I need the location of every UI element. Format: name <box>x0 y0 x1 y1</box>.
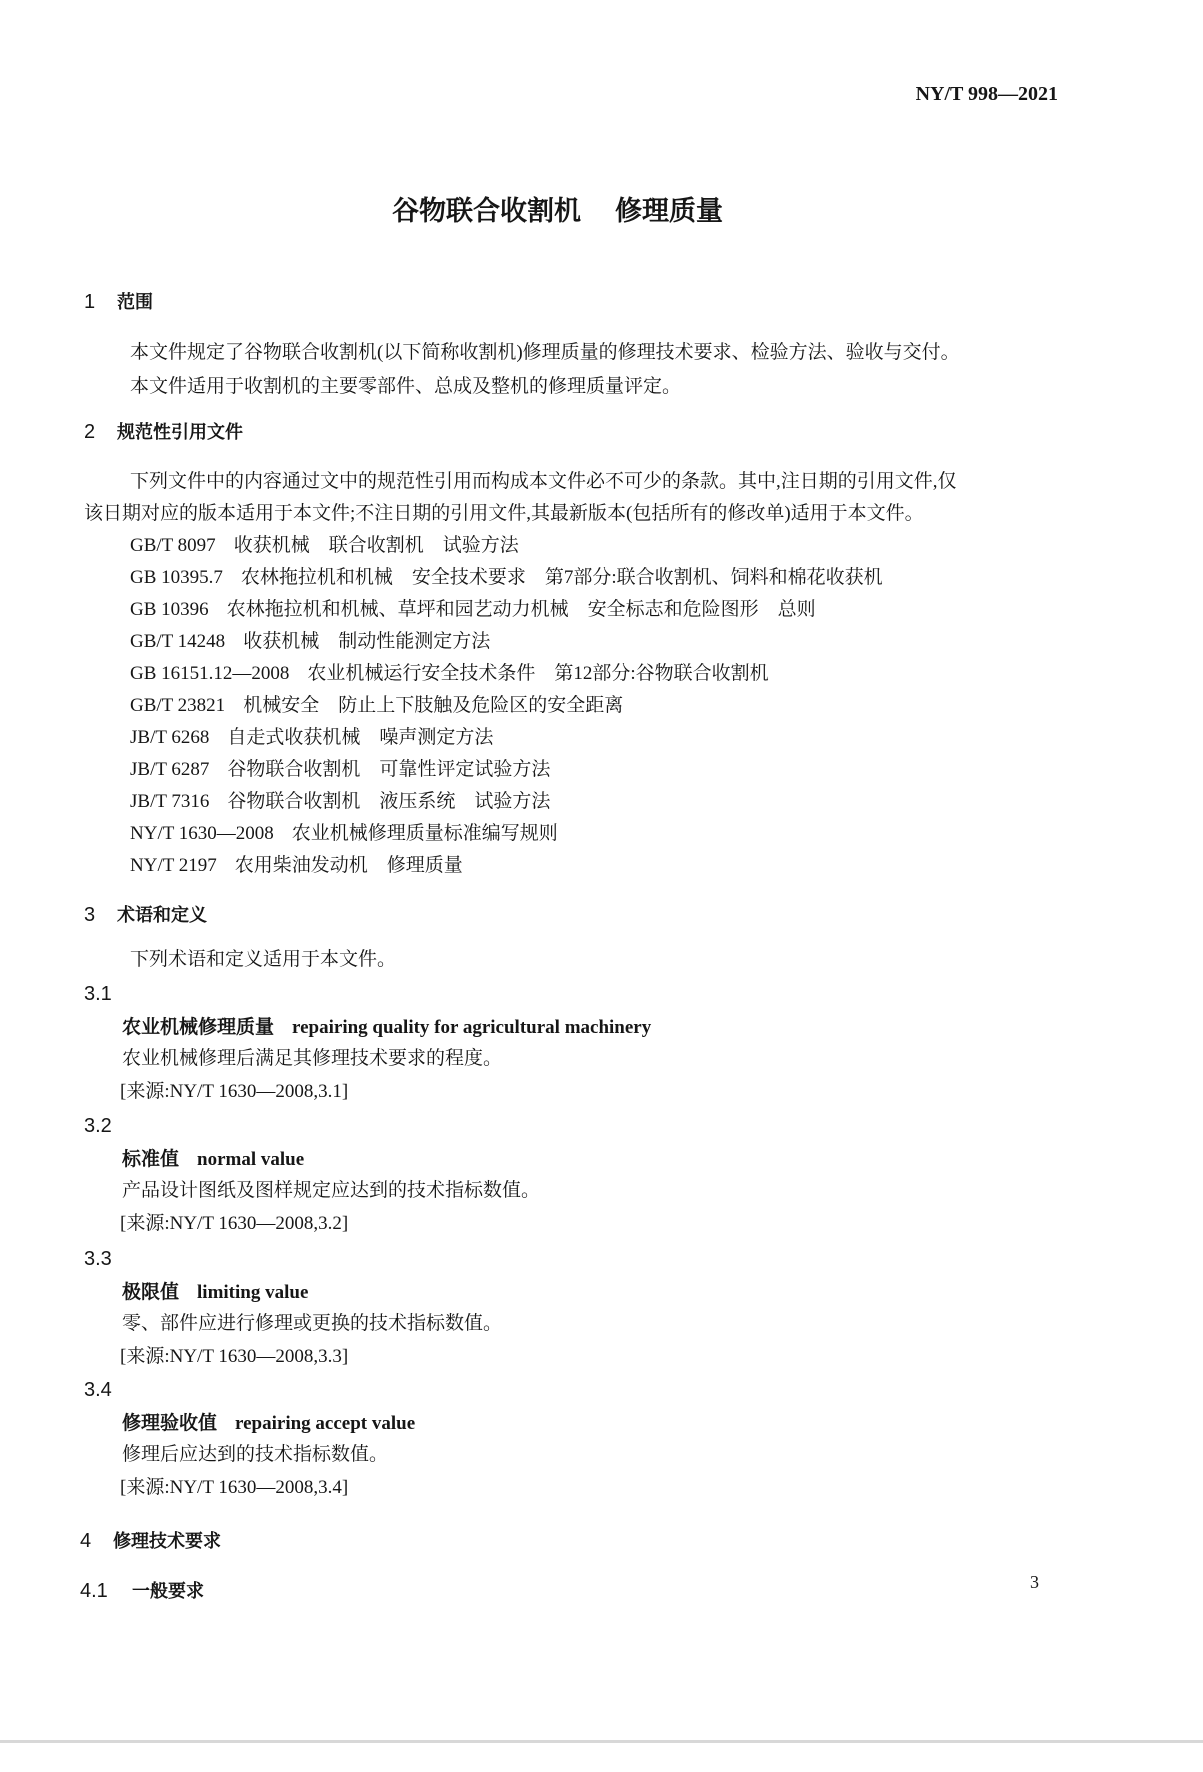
reference-title: 自走式收获机械 噪声测定方法 <box>227 727 494 748</box>
section-number: 2 <box>84 421 96 443</box>
section-title: 修理技术要求 <box>113 1531 221 1552</box>
reference-item <box>130 823 558 845</box>
reference-item <box>130 631 490 653</box>
term-number: 3.1 <box>84 983 112 1005</box>
term-en: normal value <box>197 1149 305 1170</box>
term-source-line <box>120 1346 348 1368</box>
term-definition-line <box>122 1313 502 1335</box>
term-source: [来源:NY/T 1630—2008,3.2] <box>120 1213 349 1234</box>
term-en: repairing accept value <box>235 1413 416 1434</box>
term-source-line <box>120 1213 348 1235</box>
term-source-line <box>120 1477 348 1499</box>
title-sub: 修理质量 <box>615 196 723 227</box>
scan-edge-divider <box>0 1740 1203 1743</box>
section-number: 3 <box>84 904 96 926</box>
reference-code: JB/T 7316 <box>130 791 210 812</box>
term-definition-line <box>122 1444 388 1466</box>
term-heading <box>122 1281 308 1304</box>
term-definition: 修理后应达到的技术指标数值。 <box>122 1444 389 1465</box>
section-2-heading <box>84 421 243 444</box>
term-zh: 修理验收值 <box>122 1412 218 1434</box>
reference-item <box>130 791 550 813</box>
reference-code: GB/T 23821 <box>130 695 226 716</box>
term-source-line <box>120 1081 348 1103</box>
term-number: 3.4 <box>84 1379 112 1401</box>
section-3-heading <box>84 904 207 927</box>
reference-item <box>130 759 550 781</box>
reference-title: 谷物联合收割机 液压系统 试验方法 <box>227 791 551 812</box>
reference-item <box>130 695 623 717</box>
term-definition-line <box>122 1048 502 1070</box>
term-zh: 极限值 <box>122 1281 180 1303</box>
reference-code: NY/T 2197 <box>130 855 217 876</box>
section-4-heading <box>80 1530 221 1553</box>
section-title: 规范性引用文件 <box>117 422 243 443</box>
reference-item <box>130 663 769 685</box>
reference-title: 农业机械运行安全技术条件 第12部分:谷物联合收割机 <box>307 663 769 684</box>
reference-code: GB/T 14248 <box>130 631 226 652</box>
reference-code: JB/T 6287 <box>130 759 210 780</box>
reference-item <box>130 567 883 589</box>
reference-title: 农林拖拉机和机械 安全技术要求 第7部分:联合收割机、饲料和棉花收获机 <box>240 567 883 588</box>
title-main: 谷物联合收割机 <box>392 196 581 227</box>
paragraph: 下列术语和定义适用于本文件。 <box>130 949 397 970</box>
reference-code: GB 16151.12—2008 <box>130 663 290 684</box>
paragraph: 下列文件中的内容通过文中的规范性引用而构成本文件必不可少的条款。其中,注日期的引用文件,仅 <box>130 471 957 492</box>
reference-code: GB/T 8097 <box>130 535 216 556</box>
term-number-line <box>84 1115 117 1138</box>
paragraph: 该日期对应的版本适用于本文件;不注日期的引用文件,其最新版本(包括所有的修改单)适用于本文件。 <box>84 503 924 524</box>
reference-item <box>130 535 519 557</box>
reference-code: NY/T 1630—2008 <box>130 823 274 844</box>
term-number: 3.3 <box>84 1248 112 1270</box>
reference-code: GB 10396 <box>130 599 209 620</box>
term-heading <box>122 1148 304 1171</box>
section-title: 术语和定义 <box>117 905 207 926</box>
reference-title: 农业机械修理质量标准编写规则 <box>291 823 558 844</box>
term-number: 3.2 <box>84 1115 112 1137</box>
paragraph: 本文件适用于收割机的主要零部件、总成及整机的修理质量评定。 <box>130 376 682 397</box>
reference-title: 农用柴油发动机 修理质量 <box>234 855 463 876</box>
term-definition: 零、部件应进行修理或更换的技术指标数值。 <box>122 1313 503 1334</box>
reference-title: 收获机械 制动性能测定方法 <box>243 631 491 652</box>
paragraph: 本文件规定了谷物联合收割机(以下简称收割机)修理质量的修理技术要求、检验方法、验收与交付。 <box>130 342 960 363</box>
section-title: 范围 <box>117 292 153 313</box>
section-1-heading <box>84 291 153 314</box>
reference-title: 谷物联合收割机 可靠性评定试验方法 <box>227 759 551 780</box>
term-zh: 农业机械修理质量 <box>122 1016 275 1038</box>
page-number: 3 <box>1030 1572 1039 1592</box>
subsection-number: 4.1 <box>80 1580 108 1602</box>
subsection-4-1-heading <box>80 1580 204 1603</box>
term-source: [来源:NY/T 1630—2008,3.4] <box>120 1477 349 1498</box>
term-number-line <box>84 1379 117 1402</box>
term-zh: 标准值 <box>122 1148 180 1170</box>
term-definition-line <box>122 1180 540 1202</box>
term-heading <box>122 1016 651 1039</box>
term-definition: 农业机械修理后满足其修理技术要求的程度。 <box>122 1048 503 1069</box>
reference-item <box>130 855 463 877</box>
reference-item <box>130 727 493 749</box>
section-number: 4 <box>80 1530 92 1552</box>
section-number: 1 <box>84 291 96 313</box>
document-number: NY/T 998—2021 <box>915 83 1058 105</box>
subsection-title: 一般要求 <box>132 1581 204 1602</box>
term-source: [来源:NY/T 1630—2008,3.3] <box>120 1346 349 1367</box>
term-en: limiting value <box>197 1282 309 1303</box>
term-source: [来源:NY/T 1630—2008,3.1] <box>120 1081 349 1102</box>
reference-title: 机械安全 防止上下肢触及危险区的安全距离 <box>243 695 624 716</box>
reference-item <box>130 599 816 621</box>
term-heading <box>122 1412 415 1435</box>
term-en: repairing quality for agricultural machinery <box>292 1017 652 1038</box>
reference-title: 农林拖拉机和机械、草坪和园艺动力机械 安全标志和危险图形 总则 <box>226 599 816 620</box>
page-title <box>0 196 1115 228</box>
reference-title: 收获机械 联合收割机 试验方法 <box>233 535 519 556</box>
term-number-line <box>84 983 117 1006</box>
reference-code: JB/T 6268 <box>130 727 210 748</box>
term-definition: 产品设计图纸及图样规定应达到的技术指标数值。 <box>122 1180 541 1201</box>
term-number-line <box>84 1248 117 1271</box>
reference-code: GB 10395.7 <box>130 567 223 588</box>
